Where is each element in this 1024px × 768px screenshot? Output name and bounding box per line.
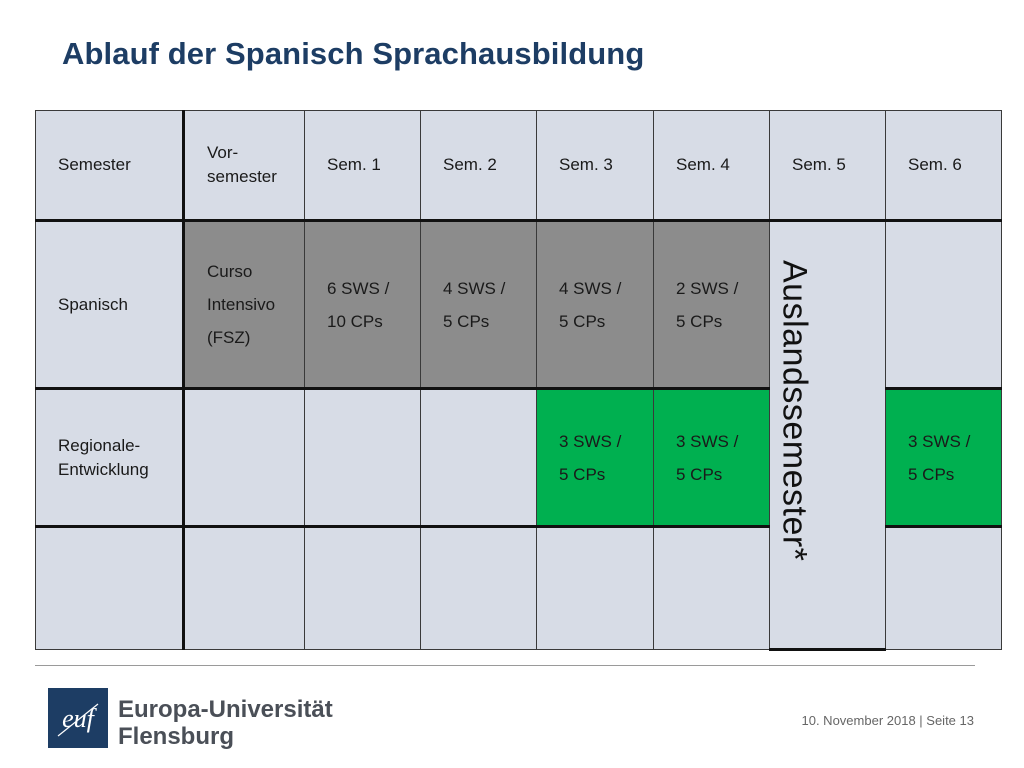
empty-cell-sem6 <box>886 527 1002 650</box>
regionale-sem2-cell <box>421 389 537 527</box>
spanisch-sem3-cell: 4 SWS / 5 CPs <box>537 221 654 389</box>
auslandssemester-cell <box>770 221 886 650</box>
row-label-regionale: Regionale- Entwicklung <box>36 389 184 527</box>
header-cell-sem2: Sem. 2 <box>421 111 537 221</box>
euf-logo-mark <box>48 688 108 748</box>
empty-cell-sem3 <box>537 527 654 650</box>
empty-cell-sem2 <box>421 527 537 650</box>
slide-title: Ablauf der Spanisch Sprachausbildung <box>62 36 645 71</box>
regionale-sem4-cell: 3 SWS / 5 CPs <box>654 389 770 527</box>
empty-cell-label <box>36 527 184 650</box>
header-cell-semester: Semester <box>36 111 184 221</box>
empty-cell-sem1 <box>305 527 421 650</box>
header-row <box>36 111 1002 221</box>
header-cell-sem6: Sem. 6 <box>886 111 1002 221</box>
spanisch-row <box>36 221 1002 389</box>
footer-date-page: 10. November 2018 | Seite 13 <box>801 713 974 728</box>
empty-cell-vorsemester <box>184 527 305 650</box>
auslandssemester-label: Auslandssemester* <box>775 260 814 562</box>
spanisch-sem4-cell: 2 SWS / 5 CPs <box>654 221 770 389</box>
euf-logo-icon <box>48 688 108 748</box>
header-cell-sem4: Sem. 4 <box>654 111 770 221</box>
regionale-sem6-cell: 3 SWS / 5 CPs <box>886 389 1002 527</box>
regionale-sem3-cell: 3 SWS / 5 CPs <box>537 389 654 527</box>
spanisch-sem2-cell: 4 SWS / 5 CPs <box>421 221 537 389</box>
university-name <box>118 696 333 750</box>
header-cell-sem3: Sem. 3 <box>537 111 654 221</box>
footer-divider <box>35 665 975 666</box>
header-cell-vorsemester: Vor- semester <box>184 111 305 221</box>
euf-logo-lettering: euf <box>62 704 94 733</box>
semester-table <box>35 110 1002 651</box>
university-name-line1: Europa-Universität <box>118 696 333 723</box>
spanisch-sem1-cell: 6 SWS / 10 CPs <box>305 221 421 389</box>
header-cell-sem1: Sem. 1 <box>305 111 421 221</box>
spanisch-vorsemester-cell: Curso Intensivo (FSZ) <box>184 221 305 389</box>
spanisch-sem6-cell <box>886 221 1002 389</box>
university-name-line2: Flensburg <box>118 723 235 750</box>
empty-cell-sem4 <box>654 527 770 650</box>
regionale-sem1-cell <box>305 389 421 527</box>
row-label-spanisch: Spanisch <box>36 221 184 389</box>
header-cell-sem5: Sem. 5 <box>770 111 886 221</box>
regionale-vorsemester-cell <box>184 389 305 527</box>
